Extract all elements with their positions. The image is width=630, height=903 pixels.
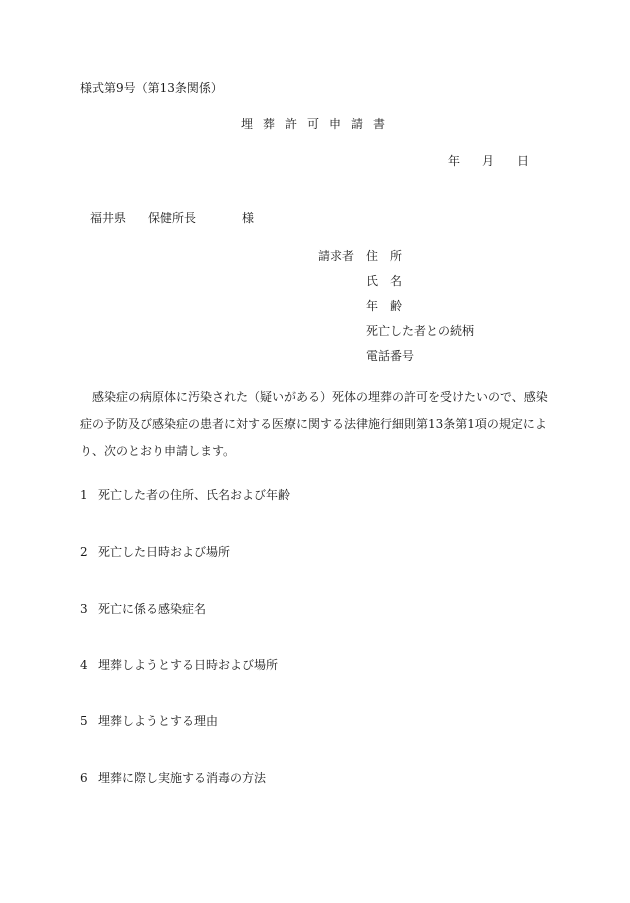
- list-item: [80, 659, 278, 671]
- list-item-number: 3: [80, 602, 88, 616]
- list-item: [80, 772, 266, 784]
- form-number: 様式第9号（第13条関係）: [80, 81, 223, 95]
- date-year-label: 年: [448, 154, 461, 168]
- document-title: 埋葬許可申請書: [240, 117, 395, 131]
- applicant-field-name: 氏 名: [366, 274, 403, 288]
- list-item-number: 4: [80, 658, 88, 672]
- applicant-field-age: 年 齢: [366, 299, 403, 313]
- addressee-honorific: 様: [242, 211, 255, 225]
- list-item-text: 埋葬に際し実施する消毒の方法: [98, 771, 267, 785]
- addressee-office: 保健所長: [148, 211, 197, 225]
- list-item-text: 死亡した日時および場所: [98, 545, 231, 559]
- list-item: [80, 489, 290, 501]
- list-item-text: 埋葬しようとする理由: [98, 714, 219, 728]
- list-item: [80, 715, 218, 727]
- list-item-text: 死亡に係る感染症名: [98, 602, 207, 616]
- applicant-label: 請求者: [318, 249, 355, 263]
- list-item: [80, 603, 206, 615]
- list-item-text: 死亡した者の住所、氏名および年齢: [98, 488, 291, 502]
- applicant-field-phone: 電話番号: [366, 349, 415, 363]
- list-item-text: 埋葬しようとする日時および場所: [98, 658, 279, 672]
- list-item-number: 1: [80, 488, 88, 502]
- applicant-field-address: 住 所: [366, 249, 403, 263]
- addressee-prefecture: 福井県: [90, 211, 127, 225]
- date-month-label: 月: [482, 154, 495, 168]
- date-day-label: 日: [517, 154, 530, 168]
- applicant-field-relationship: 死亡した者との続柄: [366, 324, 475, 338]
- application-body-text: 感染症の病原体に汚染された（疑いがある）死体の埋葬の許可を受けたいので、感染症の予防及び感染症の患者に対する医療に関する法律施行細則第13条第1項の規定により、次のとおり申請します。: [80, 390, 548, 458]
- list-item-number: 2: [80, 545, 88, 559]
- list-item: [80, 546, 230, 558]
- list-item-number: 5: [80, 714, 88, 728]
- list-item-number: 6: [80, 771, 88, 785]
